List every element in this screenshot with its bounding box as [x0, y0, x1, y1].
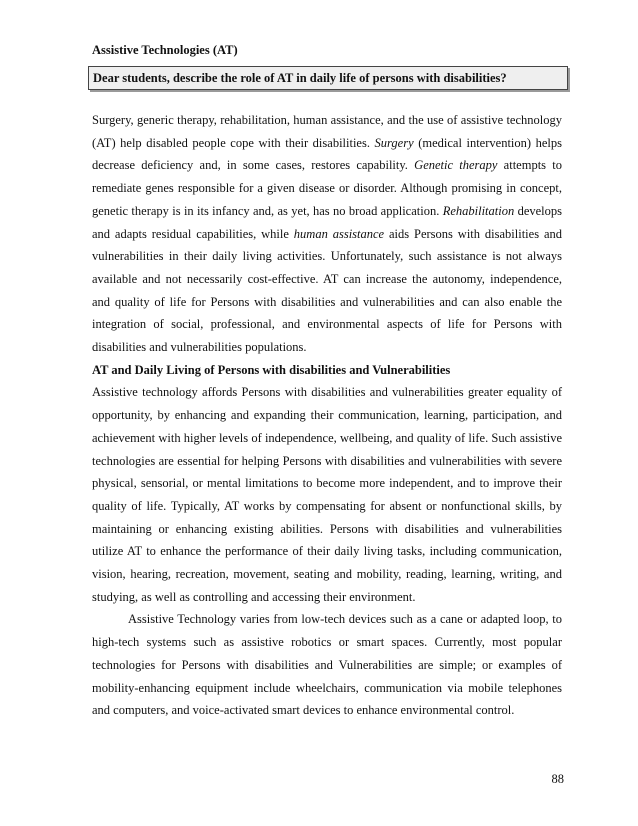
paragraph-text: aids Persons with disabilities and vulnerabilities in their daily living activities. Unfortunately, such assistance is not always available and not necessarily cost-effective. AT can increase the autonomy, independence, and quality of life for Persons with disabilities and vulnerabilities and can also enable the integration of social, professional, and environmental aspects of life for Persons with disabilities and vulnerabilities populations. — [92, 226, 562, 355]
subheading: AT and Daily Living of Persons with disabilities and Vulnerabilities — [92, 362, 451, 377]
term-rehabilitation: Rehabilitation — [442, 203, 515, 218]
document-page — [92, 40, 562, 722]
term-surgery: Surgery — [374, 135, 414, 150]
section-title: Assistive Technologies (AT) — [92, 43, 238, 57]
question-box: Dear students, describe the role of AT in daily life of persons with disabilities? — [88, 66, 568, 90]
paragraph-text: attempts to remediate genes responsible for a given disease or disorder. Although promising in concept, genetic therapy is in its infancy and, as yet, has no broad application. — [92, 158, 562, 218]
paragraph-intro — [92, 109, 562, 359]
page-number: 88 — [551, 772, 564, 786]
paragraph-text: (medical intervention) helps decrease deficiency and, in some cases, restores capability. — [92, 135, 562, 173]
paragraph-text: develops and adapts residual capabilities, while — [92, 203, 562, 241]
paragraph-daily-living: Assistive technology affords Persons with disabilities and vulnerabilities greater equality of opportunity, by enhancing and expanding their communication, learning, participation, and achievement with higher levels of independence, wellbeing, and quality of life. Such assistive technologies are essential for helping Persons with disabilities and vulnerabilities with severe physical, sensorial, or mental limitations to become more independent, and to improve their quality of life. Typically, AT works by compensating for absent or nonfunctional skills, by maintaining or enhancing existing abilities. Persons with disabilities and vulnerabilities utilize AT to enhance the performance of their daily living tasks, including communication, vision, hearing, recreation, movement, seating and mobility, reading, learning, writing, and studying, as well as controlling and accessing their environment. — [92, 385, 562, 604]
paragraph-tech-range: Assistive Technology varies from low-tech devices such as a cane or adapted loop, to high-tech systems such as assistive robotics or smart spaces. Currently, most popular technologies for Persons with disabilities and Vulnerabilities are simple; or examples of mobility-enhancing equipment include wheelchairs, communication via mobile telephones and computers, and voice-activated smart devices to enhance environmental control. — [92, 612, 562, 718]
paragraph-text: Surgery, generic therapy, rehabilitation, human assistance, and the use of assistive technology (AT) help disabled people cope with their disabilities. — [92, 113, 562, 150]
term-genetic-therapy: Genetic therapy — [414, 158, 498, 173]
term-human-assistance: human assistance — [293, 226, 385, 241]
